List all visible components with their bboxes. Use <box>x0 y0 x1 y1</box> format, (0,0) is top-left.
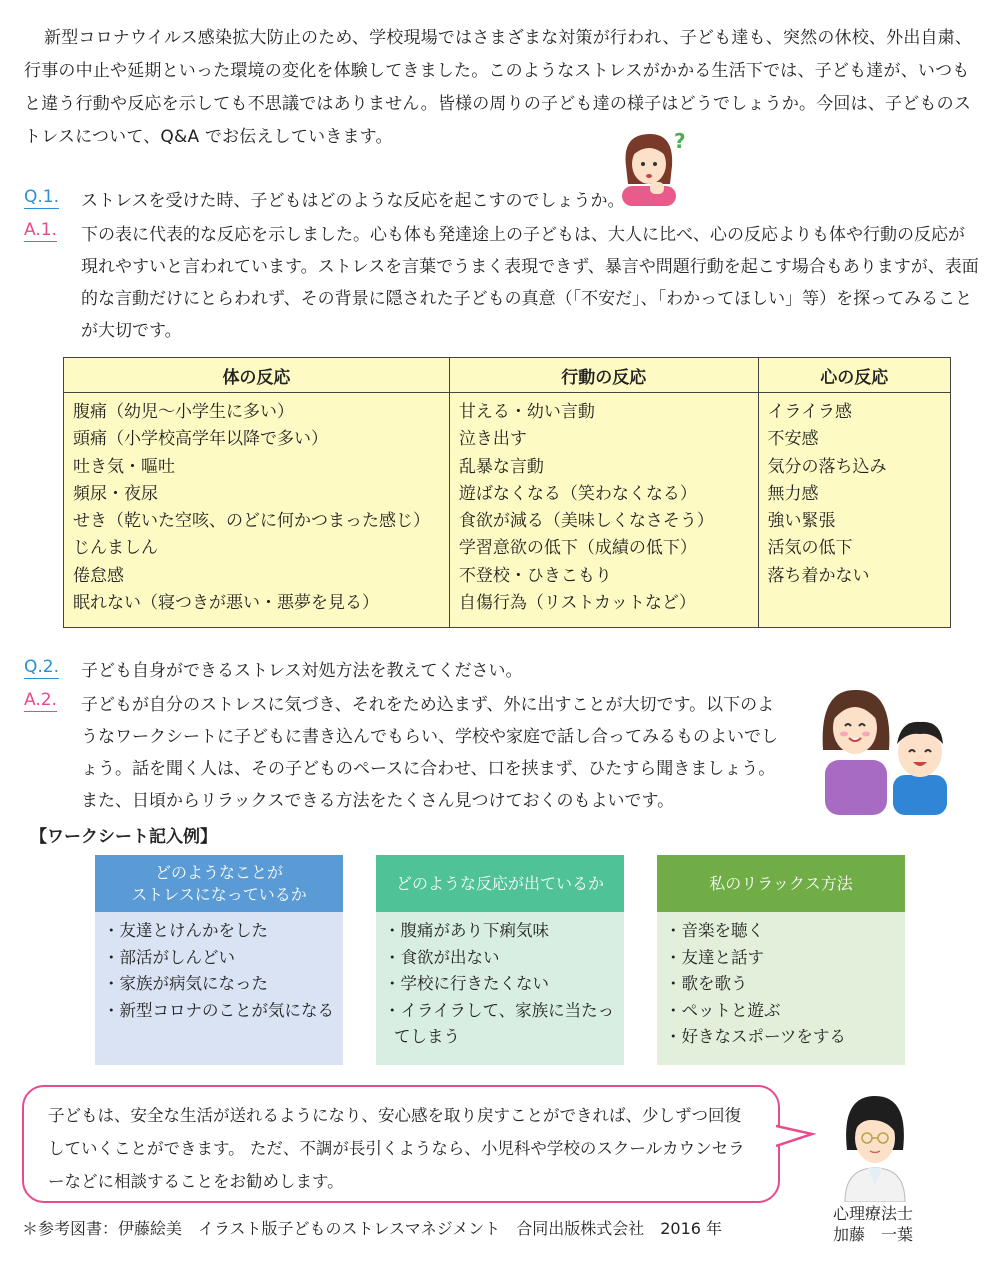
list-item: ・腹痛があり下痢気味 <box>384 921 549 940</box>
table-header-body: 体の反応 <box>64 358 450 393</box>
list-item: 遊ばなくなる（笑わなくなる） <box>458 483 697 504</box>
list-item: じんましん <box>73 538 158 559</box>
body-reactions-cell <box>64 393 450 628</box>
list-item: ・歌を歌う <box>665 974 748 993</box>
list-item: ・好きなスポーツをする <box>665 1027 846 1046</box>
a2-text: 子どもが自分のストレスに気づき、それをため込まず、外に出すことが大切です。以下のようなワークシートに子どもに書き込んでもらい、学校や家庭で話し合ってみるものよいでしょう。話を聞く人は、その子どものペースに合わせ、口を挟まず、ひたすら聞きましょう。また、日頃からリラックスできる方法をたくさん見つけておくのもよいです。 <box>81 695 778 811</box>
list-item: ・友達とけんかをした <box>103 921 268 940</box>
list-item: 頻尿・夜尿 <box>73 483 158 504</box>
q1-tag: Q.1. <box>24 187 60 207</box>
table-header-mind: 心の反応 <box>758 358 950 393</box>
table-header-behavior: 行動の反応 <box>449 358 758 393</box>
counselor-name: 加藤 一葉 <box>832 1225 913 1244</box>
q2-tag: Q.2. <box>24 657 60 677</box>
mother-child-illustration <box>815 680 965 815</box>
list-item: 強い緊張 <box>767 511 836 532</box>
a2-tag: A.2. <box>24 690 57 710</box>
list-item: ・新型コロナのことが気になる <box>103 1000 334 1020</box>
q1-text: ストレスを受けた時、子どもはどのような反応を起こすのでしょうか。 <box>81 191 625 211</box>
list-item: 乱暴な言動 <box>458 456 544 477</box>
reference-footnote: ＊参考図書：伊藤絵美 イラスト版子どものストレスマネジメント 合同出版株式会社 2016 年 <box>22 1219 723 1238</box>
worksheet-reaction-column <box>376 855 624 1065</box>
list-item: せき（乾いた空咳、のどに何かつまった感じ） <box>73 511 430 532</box>
list-item: 食欲が減る（美味しくなさそう） <box>458 511 714 532</box>
list-item: 泣き出す <box>458 429 527 450</box>
a1-tag: A.1. <box>24 220 57 240</box>
list-item: 自傷行為（リストカットなど） <box>458 593 696 614</box>
list-item: 無力感 <box>767 483 819 504</box>
mind-reactions-cell <box>758 393 950 628</box>
a1-text: 下の表に代表的な反応を示しました。心も体も発達途上の子どもは、大人に比べ、心の反応よりも体や行動の反応が現れやすいと言われています。ストレスを言葉でうまく表現できず、暴言や問題行動を起こす場合もありますが、表面的な言動だけにとらわれず、その背景に隠された子どもの真意（「不安だ」、「わかってほしい」等）を探ってみることが大切です。 <box>81 225 979 341</box>
list-item: ・家族が病気になった <box>103 974 268 993</box>
question-1 <box>24 186 979 217</box>
list-item: 活気の低下 <box>767 538 853 559</box>
stress-reaction-table <box>63 357 951 628</box>
counselor-title: 心理療法士 <box>832 1204 913 1223</box>
behavior-reactions-cell <box>449 393 758 628</box>
worksheet-label: 【ワークシート記入例】 <box>30 827 217 847</box>
table-row <box>64 393 951 628</box>
heading-line: どのようなことが <box>154 862 283 882</box>
worksheet-relax-column <box>657 855 905 1065</box>
heading-line: どのような反応が出ているか <box>395 873 604 893</box>
worksheet-reaction-items <box>376 912 624 1065</box>
list-item: 腹痛（幼児～小学生に多い） <box>73 402 294 422</box>
list-item: 学習意欲の低下（成績の低下） <box>458 538 697 559</box>
worksheet-relax-items <box>657 912 905 1065</box>
list-item: 頭痛（小学校高学年以降で多い） <box>73 429 328 450</box>
list-item: ・ペットと遊ぶ <box>665 1000 781 1020</box>
answer-2 <box>24 689 784 817</box>
list-item: 眠れない（寝つきが悪い・悪夢を見る） <box>73 593 379 614</box>
speech-bubble-tail <box>776 1122 816 1152</box>
list-item: 倦怠感 <box>73 565 124 586</box>
intro-paragraph: 新型コロナウイルス感染拡大防止のため、学校現場ではさまざまな対策が行われ、子ども達も、突然の休校、外出自粛、行事の中止や延期といった環境の変化を体験してきました。このようなストレスがかかる生活下では、子ども達が、いつもと違う行動や反応を示しても不思議ではありません。皆様の周りの子ども達の様子はどうでしょうか。今回は、子どものストレスについて、Q&A でお伝えしていきます。 <box>24 28 973 147</box>
worksheet-stress-column <box>95 855 343 1065</box>
list-item: 吐き気・嘔吐 <box>73 456 175 477</box>
worksheet-relax-heading <box>657 855 905 912</box>
list-item: 落ち着かない <box>767 565 870 586</box>
table-header-row <box>64 358 951 393</box>
list-item: ・イライラして、家族に当たってしまう <box>384 1000 615 1046</box>
q2-text: 子ども自身ができるストレス対処方法を教えてください。 <box>81 661 523 681</box>
list-item: 不登校・ひきこもり <box>458 565 612 586</box>
worksheet-reaction-heading <box>376 855 624 912</box>
list-item: 気分の落ち込み <box>767 456 887 477</box>
worksheet-stress-items <box>95 912 343 1065</box>
counselor-caption <box>808 1203 938 1245</box>
heading-line: 私のリラックス方法 <box>709 873 853 893</box>
list-item: ・学校に行きたくない <box>384 974 549 993</box>
list-item: ・音楽を聴く <box>665 921 764 940</box>
counselor-illustration <box>835 1090 915 1202</box>
svg-text:?: ? <box>674 129 686 153</box>
list-item: ・食欲が出ない <box>384 947 500 967</box>
list-item: イライラ感 <box>767 402 853 422</box>
list-item: ・部活がしんどい <box>103 947 235 967</box>
list-item: 不安感 <box>767 429 819 450</box>
list-item: 甘える・幼い言動 <box>458 402 595 422</box>
worksheet-stress-heading <box>95 855 343 912</box>
advice-speech-bubble: 子どもは、安全な生活が送れるようになり、安心感を取り戻すことができれば、少しずつ回復していくことができます。 ただ、不調が長引くようなら、小児科や学校のスクールカウンセラーなどに相談することをお勧めします。 <box>22 1085 780 1203</box>
list-item: ・友達と話す <box>665 947 764 967</box>
answer-1 <box>24 219 979 347</box>
heading-line: ストレスになっているか <box>131 884 307 904</box>
